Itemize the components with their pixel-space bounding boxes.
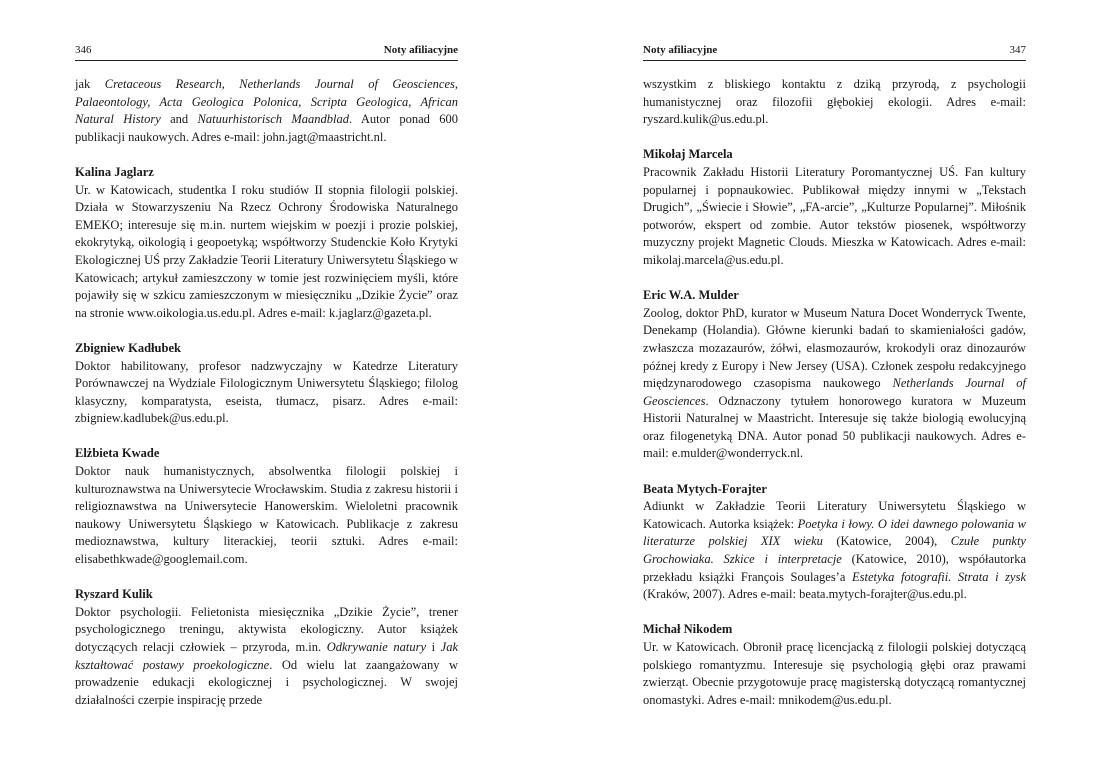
- running-head-left: [75, 42, 458, 61]
- page-body-right: [643, 76, 1026, 727]
- entries-right: [643, 146, 1026, 709]
- bio-entry: [643, 621, 1026, 709]
- bio-text: [643, 639, 1026, 709]
- author-name: Ryszard Kulik: [75, 587, 153, 602]
- running-head-right: [643, 42, 1026, 61]
- bio-text: [75, 604, 458, 710]
- author-name: Elżbieta Kwade: [75, 446, 160, 461]
- italic-title: Netherlands Journal of Geosciences: [643, 376, 1026, 408]
- text-run: wszystkim z bliskiego kontaktu z dziką przyrodą, z psychologii humanistycznej oraz filozofii głębokiej ekologii. Adres e-mail: ryszard.kulik@us.edu.pl.: [643, 77, 1026, 127]
- left-page: [75, 0, 458, 771]
- author-name: Michał Nikodem: [643, 622, 733, 637]
- bio-entry: [75, 586, 458, 709]
- bio-entry: [643, 481, 1026, 604]
- italic-title: Odkrywanie natury: [326, 640, 427, 654]
- italic-title: Czułe punkty Grochowiaka. Szkice i interpretacje: [643, 534, 1026, 567]
- continuation-text-right: [643, 76, 1026, 129]
- author-name: Zbigniew Kadłubek: [75, 340, 181, 355]
- entries-left: [75, 164, 458, 709]
- bio-text: [75, 463, 458, 569]
- text-run: Adiunkt w Zakładzie Teorii Literatury Uniwersytetu Śląskiego w Katowicach. Autorka książek:: [643, 499, 1026, 531]
- italic-title: Poetyka i łowy. O idei dawnego polowania w literaturze polskiej XIX wieku: [643, 516, 1026, 549]
- text-run: jak: [75, 77, 105, 91]
- bio-text: [75, 358, 458, 428]
- bio-entry: [643, 146, 1026, 269]
- author-name: Mikołaj Marcela: [643, 147, 733, 162]
- text-run: . Od wielu lat zaangażowany w prowadzenie edukacji ekologicznej i psychologicznej. W swojej działalności czerpie inspirację przede: [75, 657, 458, 707]
- bio-entry: [75, 340, 458, 428]
- author-name: Eric W.A. Mulder: [643, 288, 739, 303]
- text-run: Zoolog, doktor PhD, kurator w Museum Natura Docet Wonderryck Twente, Denekamp (Holandia). Główne kierunki badań to skamieniałości gadów, zwłaszcza mozazaurów, żółwi, elasmozaurów, krokodyli oraz dinozaurów późnej kredy z Europy i New Jersey (USA). Członek zespołu redakcyjnego międzynarodowego czasopisma naukowego: [643, 305, 1026, 391]
- italic-title: Cretaceous Research, Netherlands Journal of Geosciences, Palaeontology, Acta Geologica Polonica, Scripta Geologica, African Natural History: [75, 77, 458, 127]
- text-run: i: [426, 640, 441, 654]
- text-run: Doktor psychologii. Felietonista miesięcznika „Dzikie Życie”, trener psychologicznego treningu, aktywista ekologiczny. Autor książek dotyczących relacji człowiek – przyroda, m.in.: [75, 604, 458, 654]
- text-run: and: [160, 112, 198, 127]
- italic-title: Natuurhistorisch Maandblad: [197, 112, 350, 127]
- text-run: (Katowice, 2010), współautorka przekładu książki François Soulages’a: [643, 552, 1026, 584]
- bio-text: [643, 305, 1026, 463]
- text-run: Ur. w Katowicach. Obronił pracę licencjacką z filologii polskiej dotyczącą polskiego romantyzmu. Interesuje się psychologią głębi oraz prawami zwierząt. Obecnie przygotowuje pracę magisterską dotyczącą romantycznej onomastyki. Adres e-mail: mnikodem@us.edu.pl.: [643, 640, 1026, 707]
- text-run: . Odznaczony tytułem honorowego kuratora w Muzeum Historii Naturalnej w Maastricht. Interesuje się także biologią ewolucyjną oraz filogenetyką DNA. Autor ponad 50 publikacji naukowych. Adres e-mail: e.mulder@wonderryck.nl.: [643, 393, 1026, 461]
- bio-text: [643, 164, 1026, 270]
- author-name: Beata Mytych-Forajter: [643, 481, 767, 496]
- text-run: Ur. w Katowicach, studentka I roku studiów II stopnia filologii polskiej. Działa w Stowarzyszeniu Na Rzecz Ochrony Środowiska Naturalnego EMEKO; interesuje się m.in. nurtem wiejskim w poezji i prozie polskiej, ekokrytyką, oikologią i geopoetyką; współtworzy Studenckie Koło Krytyki Ekologicznej UŚ przy Zakładzie Teorii Literatury Uniwersytetu Śląskiego w Katowicach; artykuł zamieszczony w tomie jest rozwinięciem myśli, które pojawiły się w szkicu zamieszczonym w miesięczniku „Dzikie Życie” oraz na stronie www.oikologia.us.edu.pl. Adres e-mail: k.jaglarz@gazeta.pl.: [75, 182, 458, 320]
- text-run: . Autor ponad 600 publikacji naukowych. Adres e-mail: john.jagt@maastricht.nl.: [75, 112, 458, 144]
- bio-text: [75, 182, 458, 323]
- text-run: (Katowice, 2004),: [822, 534, 951, 549]
- text-run: Pracownik Zakładu Historii Literatury Poromantycznej UŚ. Fan kultury popularnej i popnaukowiec. Publikował między innymi w „Tekstach Drugich”, „Świecie i Słowie”, „FA-arcie”, „Kulturze Popularnej”. Miłośnik potworów, ekspert od zombie. Autor tekstów piosenek, współtworzy muzyczny projekt Magnetic Clouds. Mieszka w Katowicach. Adres e-mail: mikolaj.marcela@us.edu.pl.: [643, 164, 1026, 267]
- bio-entry: [75, 445, 458, 568]
- italic-title: Estetyka fotografii. Strata i zysk: [852, 569, 1026, 584]
- page-number-left: 346: [75, 44, 92, 56]
- page-body-left: [75, 76, 458, 727]
- continuation-text-left: [75, 76, 458, 146]
- text-run: Doktor nauk humanistycznych, absolwentka filologii polskiej i kulturoznawstwa na Uniwersytecie Wrocławskim. Studia z zakresu historii i religioznawstwa na Uniwersytecie Hanowerskim. Wieloletni pracownik naukowy Uniwersytetu Śląskiego w Katowicach. Publikacje z zakresu medioznawstwa, kultury literackiej, teorii sztuki. Adres e-mail: elisabethkwade@googlemail.com.: [75, 464, 458, 567]
- author-name: Kalina Jaglarz: [75, 164, 154, 179]
- bio-entry: [643, 287, 1026, 463]
- running-title-left: Noty afiliacyjne: [383, 44, 458, 56]
- running-title-right: Noty afiliacyjne: [643, 44, 718, 56]
- text-run: Doktor habilitowany, profesor nadzwyczajny w Katedrze Literatury Porównawczej na Wydziale Filologicznym Uniwersytetu Śląskiego; filolog klasyczny, komparatysta, eseista, tłumacz, pisarz. Adres e-mail: zbigniew.kadlubek@us.edu.pl.: [75, 358, 458, 426]
- italic-title: Jak kształtować postawy proekologiczne: [75, 640, 458, 672]
- bio-text: [643, 498, 1026, 604]
- bio-entry: [75, 164, 458, 322]
- right-page: [643, 0, 1026, 771]
- text-run: (Kraków, 2007). Adres e-mail: beata.mytych-forajter@us.edu.pl.: [643, 587, 967, 602]
- page-number-right: 347: [1009, 44, 1026, 56]
